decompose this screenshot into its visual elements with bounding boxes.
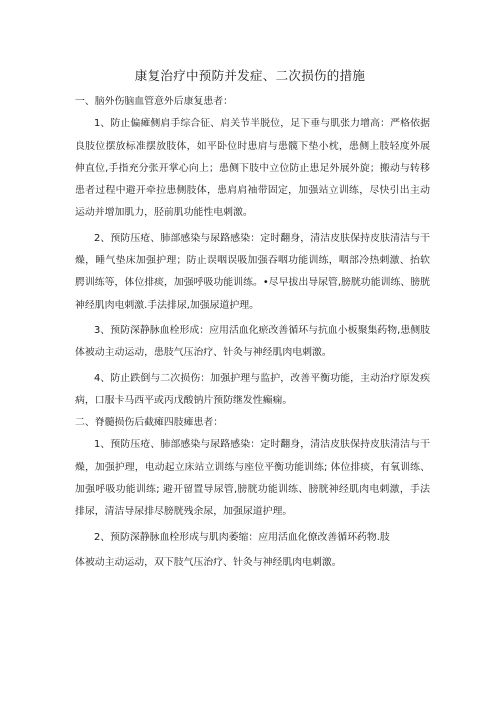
paragraph-2-2: 2、预防深静脉血栓形成与肌肉萎缩：应用活血化僚改善循环药物.肢 [94,531,390,543]
paragraph-1-2: 2、预防压疮、肺部感染与尿路感染：定时翻身，清洁皮肤保持皮肤清洁与干燥，睡气垫床加强护理；防止误咽误吸加强吞咽功能训练，咽部冷热刺激、抬软腭训练等，体位排痰，加强呼吸功能训练。•尽早拔出导尿管,膀胱功能训练、膀胱神经肌肉电刺激.手法排尿,加强尿道护理。 [75,232,430,311]
paragraph-1-4: 4、防止跌倒与二次损伤：加强护理与监护，改善平衡功能，主动治疗原发疾病，口服卡马西平或丙戊酸钠片预防继发性癫痫。 [75,372,430,406]
document-body [75,91,430,574]
paragraph-2-1: 1、预防压疮、肺部感染与尿路感染：定时翻身，清洁皮肤保持皮肤清洁与干燥，加强护理，电动起立床站立训练与座位平衡功能训练; 体位排痰，有氧训练、加强呼吸功能训练; 避开留置导尿管,膀胱功能训练、膀胱神经肌肉电刺激，手法排尿，清洁导尿排尽膀胱残余尿，加强尿道护理。 [75,439,430,518]
document-title: 康复治疗中预防并发症、二次损伤的措施 [134,68,366,83]
section-heading-2: 二、脊髓损伤后截瘫四肢瘫患者： [75,417,224,429]
section-heading-1: 一、脑外伤脑血管意外后康复患者： [75,96,234,107]
paragraph-1-1: 1、防止偏瘫侧肩手综合征、肩关节半脱位，足下垂与肌张力增高：严格依据良肢位摆放标准摆放肢体，如平卧位时患肩与患髋下垫小枕，患侧上肢轻度外展伸直位,手指充分张开掌心向上；患侧下肢中立位防止患足外展外旋；搬动与转移患者过程中避开牵拉患侧肢体，患肩肩袖带固定，加强站立训练，尽快引出主动运动并增加肌力，胫前肌功能性电刺激。 [75,118,430,219]
paragraph-continuation: 体被动主动运动，双下肢气压治疗、针灸与神经肌肉电刺激。 [75,556,342,568]
paragraph-1-3: 3、预防深静脉血栓形成：应用活血化瘀改善循环与抗血小板聚集药物,患侧肢体被动主动运动，患肢气压治疗、针灸与神经肌肉电刺激。 [75,324,430,359]
